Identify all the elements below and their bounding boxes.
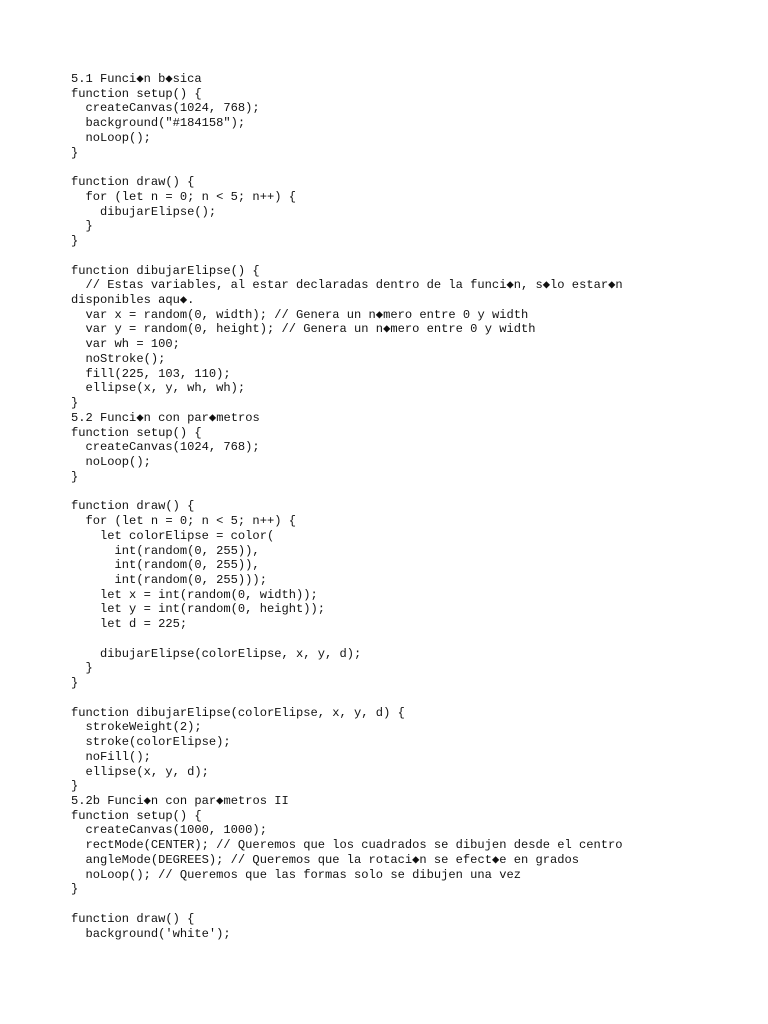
code-line: ellipse(x, y, wh, wh); [71,381,246,396]
code-line: disponibles aqu◆. [71,293,195,308]
code-line: strokeWeight(2); [71,720,202,735]
code-line: int(random(0, 255))); [71,572,267,587]
code-line: background('white'); [71,926,231,941]
code-line: var x = random(0, width); // Genera un n◆mero entre 0 y width [71,307,529,322]
code-line: function setup() { [71,86,202,101]
code-line: function setup() { [71,425,202,440]
code-line: int(random(0, 255)), [71,543,260,558]
code-line: let x = int(random(0, width)); [71,587,318,602]
code-line: stroke(colorElipse); [71,735,231,750]
code-line: let colorElipse = color( [71,528,275,543]
code-line: function dibujarElipse(colorElipse, x, y, d) { [71,705,405,720]
code-line: angleMode(DEGREES); // Queremos que la rotaci◆n se efect◆e en grados [71,852,580,867]
code-line: } [71,145,79,160]
code-line: function draw() { [71,499,195,514]
code-line: fill(225, 103, 110); [71,366,231,381]
code-line: dibujarElipse(colorElipse, x, y, d); [71,646,362,661]
code-line: function draw() { [71,175,195,190]
code-line: noStroke(); [71,351,166,366]
code-line: noLoop(); // Queremos que las formas solo se dibujen una vez [71,867,521,882]
code-line: } [71,676,79,691]
code-line [71,897,761,912]
code-line: rectMode(CENTER); // Queremos que los cuadrados se dibujen desde el centro [71,838,623,853]
code-line: for (let n = 0; n < 5; n++) { [71,514,296,529]
code-line: noLoop(); [71,455,151,470]
code-line: } [71,882,79,897]
code-line: background("#184158"); [71,116,246,131]
code-listing [71,72,761,941]
code-line: } [71,396,79,411]
code-line: createCanvas(1024, 768); [71,101,260,116]
code-line: // Estas variables, al estar declaradas dentro de la funci◆n, s◆lo estar◆n [71,278,623,293]
code-line: let y = int(random(0, height)); [71,602,326,617]
code-line: } [71,661,93,676]
code-line [71,160,761,175]
code-line: for (let n = 0; n < 5; n++) { [71,189,296,204]
code-line: var wh = 100; [71,337,180,352]
code-line: 5.1 Funci◆n b◆sica [71,72,202,86]
code-line: createCanvas(1024, 768); [71,440,260,455]
code-line: } [71,469,79,484]
code-line: 5.2 Funci◆n con par◆metros [71,410,260,425]
code-line [71,485,761,500]
code-line: 5.2b Funci◆n con par◆metros II [71,793,289,808]
code-line: } [71,779,79,794]
code-line: function setup() { [71,808,202,823]
code-line: ellipse(x, y, d); [71,764,209,779]
code-line [71,632,761,647]
code-line: noFill(); [71,749,151,764]
code-line: dibujarElipse(); [71,204,217,219]
code-line: var y = random(0, height); // Genera un n◆mero entre 0 y width [71,322,536,337]
code-line: } [71,234,79,249]
code-line [71,249,761,264]
code-line: function dibujarElipse() { [71,263,260,278]
code-line: noLoop(); [71,130,151,145]
code-line: let d = 225; [71,617,188,632]
code-line: } [71,219,93,234]
code-line [71,691,761,706]
code-line: createCanvas(1000, 1000); [71,823,267,838]
code-line: int(random(0, 255)), [71,558,260,573]
code-line: function draw() { [71,911,195,926]
